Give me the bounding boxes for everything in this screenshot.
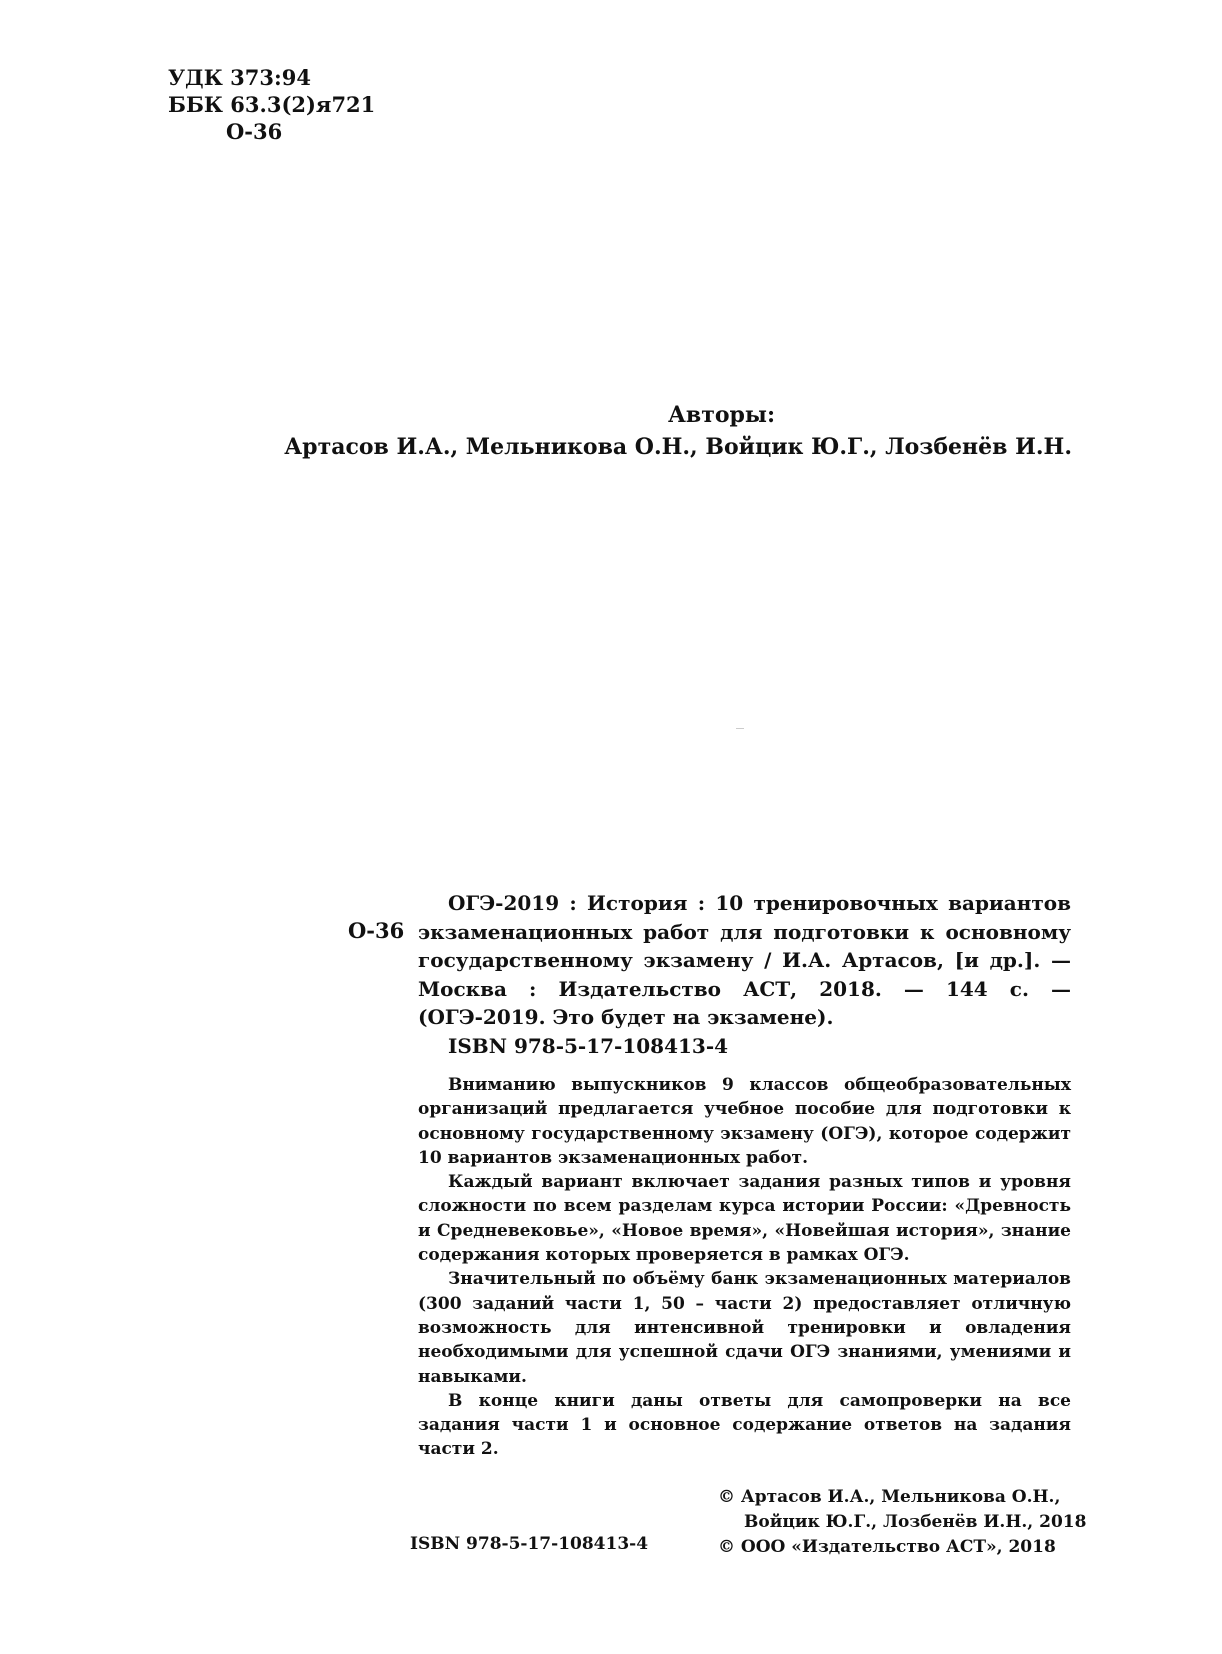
- bibliographic-text: ОГЭ-2019 : История : 10 тренировочных вариантов экзаменационных работ для подготовки к основному государственному экзамену / И.А. Артасов, [и др.]. — Москва : Издательство АСТ, 2018. — 144 с. — (ОГЭ-2019. Это будет на экзамене).: [418, 891, 1071, 1029]
- copyright-authors: © Артасов И.А., Мельникова О.Н.,: [718, 1487, 1061, 1507]
- bbk-code: ББК 63.3(2)я721: [168, 92, 376, 117]
- isbn-main: ISBN 978-5-17-108413-4: [448, 1034, 729, 1058]
- copyright-publisher: © ООО «Издательство АСТ», 2018: [718, 1537, 1056, 1557]
- authors-names: Артасов И.А., Мельникова О.Н., Войцик Ю.Г., Лозбенёв И.Н.: [284, 434, 1072, 460]
- copyright-block: [718, 1485, 1086, 1560]
- scan-speck: [736, 728, 744, 729]
- copyright-authors-cont: Войцик Ю.Г., Лозбенёв И.Н., 2018: [744, 1512, 1087, 1532]
- isbn-footer: ISBN 978-5-17-108413-4: [410, 1534, 649, 1554]
- annotation-paragraph: В конце книги даны ответы для самопроверки на все задания части 1 и основное содержание ответов на задания части 2.: [418, 1390, 1071, 1460]
- catalog-codes: [168, 64, 375, 145]
- bibliographic-mark: О-36: [348, 918, 405, 943]
- annotation-paragraph: Каждый вариант включает задания разных типов и уровня сложности по всем разделам курса истории России: «Древность и Средневековье», «Новое время», «Новейшая история», знание содержания которых проверяется в рамках ОГЭ.: [418, 1172, 1071, 1266]
- authors-label: Авторы:: [668, 402, 776, 428]
- author-mark: О-36: [226, 119, 283, 144]
- udk-code: УДК 373:94: [168, 65, 311, 90]
- bibliographic-record: [418, 889, 1071, 1032]
- annotation-paragraph: Вниманию выпускников 9 классов общеобразовательных организаций предлагается учебное пособие для подготовки к основному государственному экзамену (ОГЭ), которое содержит 10 вариантов экзаменационных работ.: [418, 1075, 1071, 1168]
- annotation: [418, 1073, 1071, 1462]
- annotation-paragraph: Значительный по объёму банк экзаменационных материалов (300 заданий части 1, 50 – части 2) предоставляет отличную возможность для интенсивной тренировки и овладения необходимыми для успешной сдачи ОГЭ знаниями, умениями и навыками.: [418, 1269, 1071, 1387]
